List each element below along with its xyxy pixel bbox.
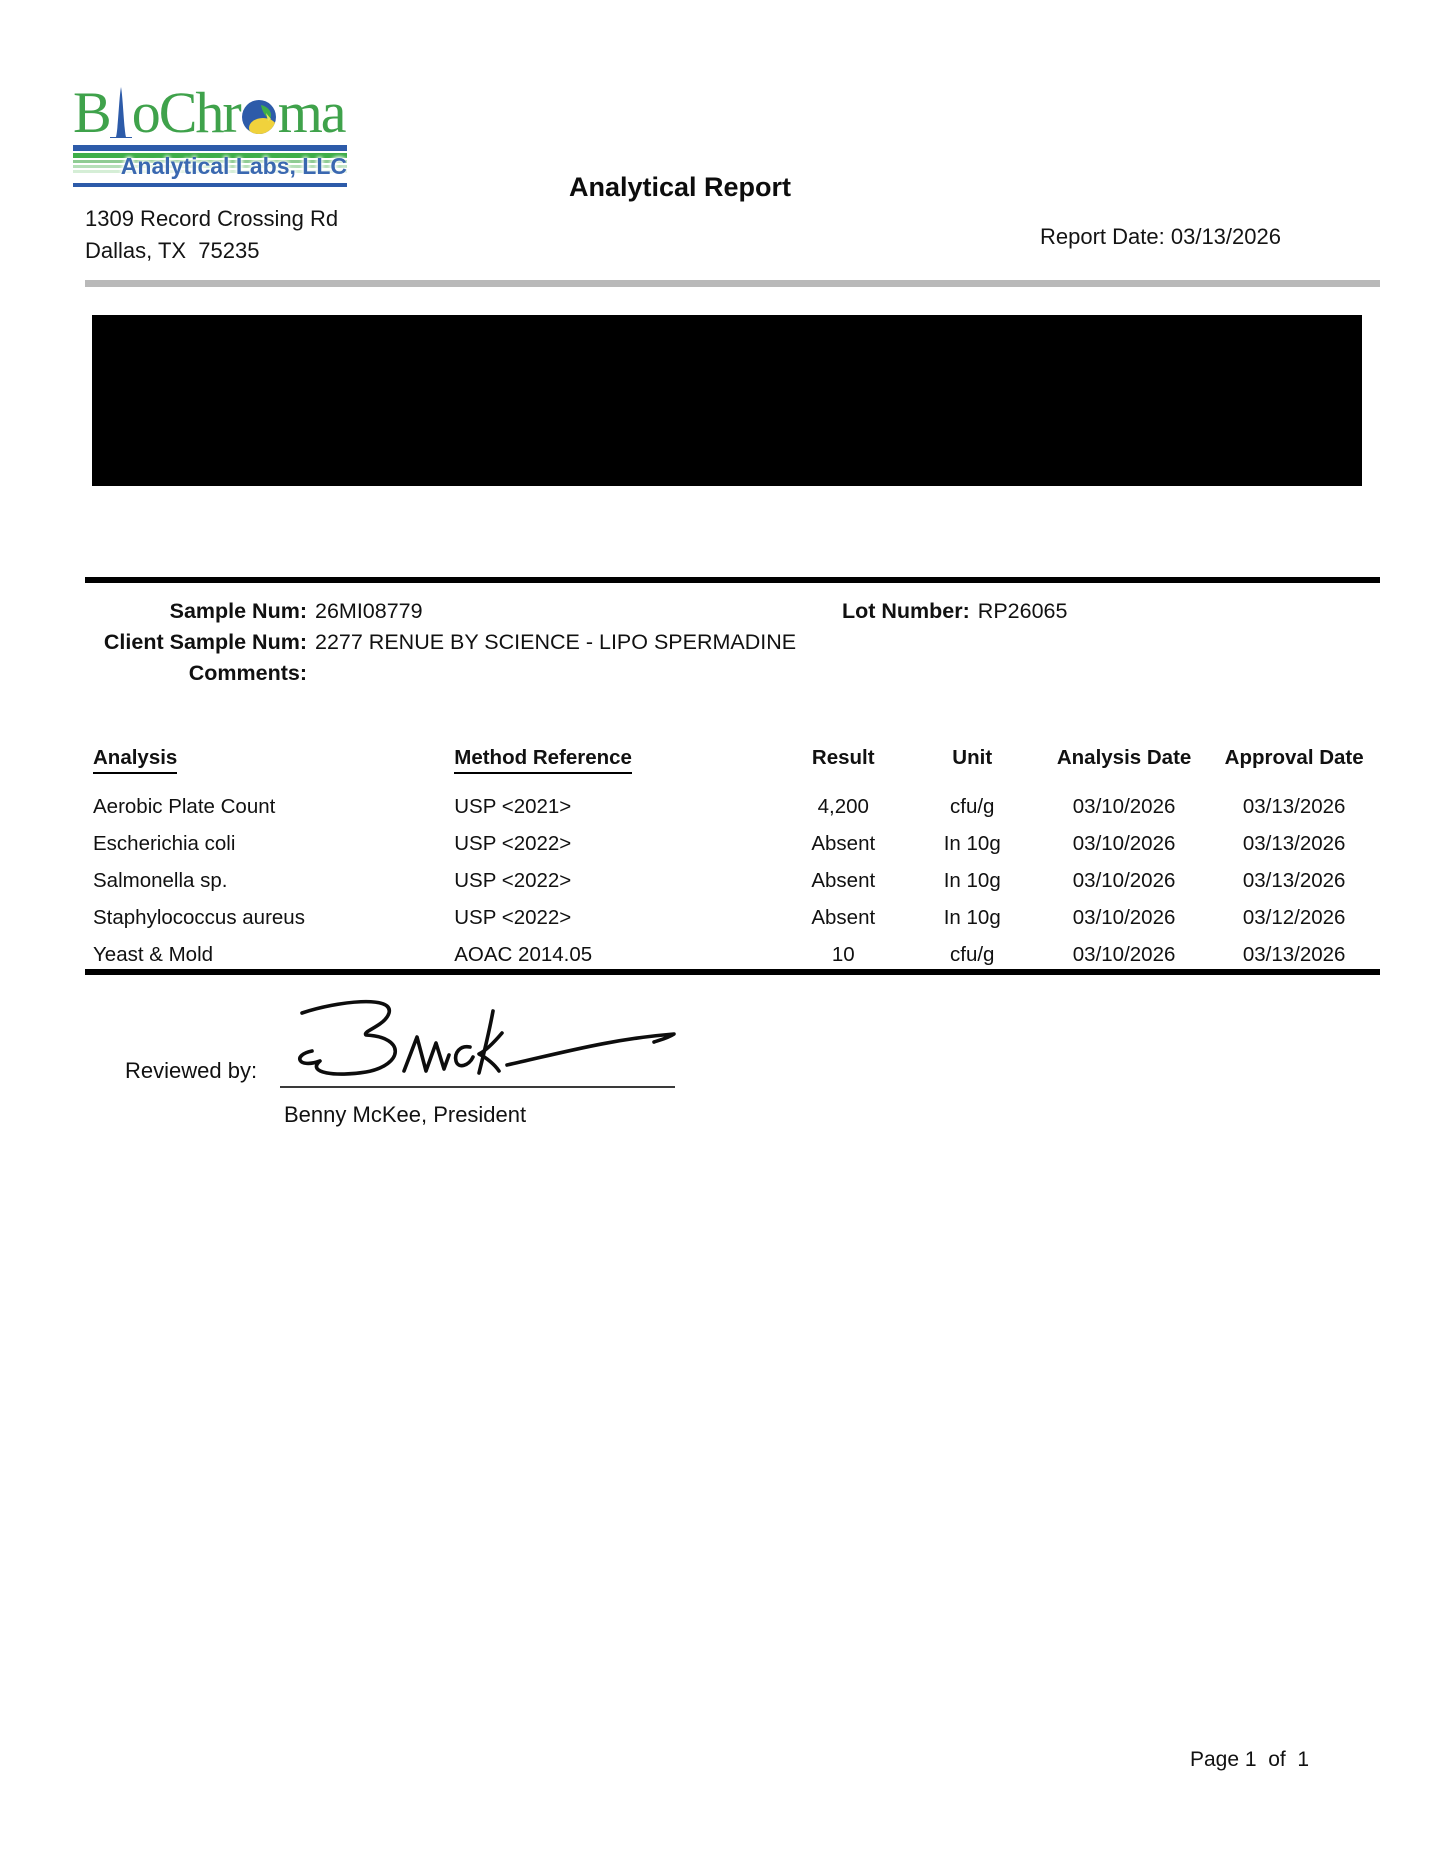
- comments-label: Comments:: [188, 661, 307, 685]
- cell-method: USP <2022>: [454, 868, 572, 892]
- reviewed-by-label: Reviewed by:: [125, 1058, 258, 1083]
- cell-analysis: Escherichia coli: [93, 831, 236, 855]
- results-table-wrap: [85, 746, 1380, 973]
- header-divider: [85, 280, 1380, 287]
- cell-analysis-date: 03/10/2026: [1072, 905, 1176, 929]
- table-row: [85, 936, 1380, 973]
- cell-method: AOAC 2014.05: [454, 942, 593, 966]
- sample-num-label: Sample Num:: [169, 599, 307, 623]
- table-row: [85, 862, 1380, 899]
- header-result: Result: [811, 746, 875, 769]
- brand-wordmark: [73, 80, 347, 145]
- cell-unit: In 10g: [943, 831, 1001, 855]
- logo-stripes: [73, 145, 347, 181]
- table-row: [85, 825, 1380, 862]
- cell-approval-date: 03/13/2026: [1242, 794, 1346, 818]
- header-analysis: Analysis: [85, 746, 454, 788]
- section-rule-bottom: [85, 969, 1380, 975]
- client-sample-num-row: [85, 627, 865, 658]
- address-line2: Dallas, TX 75235: [85, 238, 260, 263]
- cell-analysis: Salmonella sp.: [93, 868, 228, 892]
- cell-approval-date: 03/12/2026: [1242, 905, 1346, 929]
- report-date: [1040, 224, 1281, 250]
- address-line1: 1309 Record Crossing Rd: [85, 206, 339, 231]
- comments-row: [85, 658, 865, 689]
- cell-method: USP <2022>: [454, 831, 572, 855]
- lot-number: [842, 596, 1067, 627]
- chromatogram-peak-icon: [109, 84, 133, 138]
- cell-analysis: Staphylococcus aureus: [93, 905, 305, 929]
- cell-unit: In 10g: [943, 905, 1001, 929]
- table-row: [85, 899, 1380, 936]
- logo-underline: [73, 183, 347, 187]
- header-unit: Unit: [952, 746, 993, 769]
- redacted-block: [92, 315, 1362, 486]
- cell-analysis: Aerobic Plate Count: [93, 794, 276, 818]
- cell-approval-date: 03/13/2026: [1242, 942, 1346, 966]
- client-sample-num-value: 2277 RENUE BY SCIENCE - LIPO SPERMADINE: [315, 630, 797, 654]
- lot-number-value: RP26065: [977, 599, 1068, 623]
- report-date-value: 03/13/2026: [1170, 224, 1281, 249]
- cell-method: USP <2022>: [454, 905, 572, 929]
- header-approval-date: Approval Date: [1224, 746, 1364, 769]
- cell-result: 10: [831, 942, 855, 966]
- cell-result: Absent: [811, 868, 876, 892]
- signer-name: Benny McKee, President: [284, 1102, 527, 1127]
- results-table: [85, 746, 1380, 973]
- header-analysis-date: Analysis Date: [1056, 746, 1192, 769]
- company-logo: [73, 80, 347, 187]
- lot-number-label: Lot Number:: [842, 599, 970, 623]
- cell-analysis-date: 03/10/2026: [1072, 942, 1176, 966]
- cell-result: 4,200: [817, 794, 869, 818]
- cell-analysis-date: 03/10/2026: [1072, 794, 1176, 818]
- section-rule-top: [85, 577, 1380, 583]
- logo-tagline: Analytical Labs, LLC: [120, 153, 347, 179]
- results-header-row: [85, 746, 1380, 788]
- cell-approval-date: 03/13/2026: [1242, 868, 1346, 892]
- brand-text-ochr: oChr: [131, 80, 240, 145]
- cell-method: USP <2021>: [454, 794, 572, 818]
- page-title: Analytical Report: [568, 172, 792, 202]
- cell-unit: In 10g: [943, 868, 1001, 892]
- sample-num-row: [85, 596, 865, 627]
- header-method-reference: Method Reference: [454, 746, 782, 788]
- sample-num-value: 26MI08779: [315, 599, 423, 623]
- cell-result: Absent: [811, 905, 876, 929]
- cell-analysis-date: 03/10/2026: [1072, 831, 1176, 855]
- report-date-label: Report Date:: [1040, 224, 1165, 249]
- page-number: Page 1 of 1: [1190, 1748, 1310, 1771]
- cell-analysis: Yeast & Mold: [93, 942, 214, 966]
- cell-unit: cfu/g: [950, 942, 995, 966]
- sample-info: [85, 596, 865, 689]
- brand-text-ma: ma: [277, 80, 345, 145]
- brand-text-b: B: [73, 80, 110, 145]
- globe-icon: [241, 87, 277, 123]
- cell-result: Absent: [811, 831, 876, 855]
- logo-stripe-blue: [73, 145, 347, 151]
- signature-image: [276, 993, 688, 1089]
- lab-address: [85, 203, 338, 267]
- cell-unit: cfu/g: [950, 794, 995, 818]
- client-sample-num-label: Client Sample Num:: [103, 630, 307, 654]
- cell-approval-date: 03/13/2026: [1242, 831, 1346, 855]
- comments-value: [315, 658, 865, 689]
- table-row: [85, 788, 1380, 825]
- cell-analysis-date: 03/10/2026: [1072, 868, 1176, 892]
- signature-line: [280, 1086, 675, 1088]
